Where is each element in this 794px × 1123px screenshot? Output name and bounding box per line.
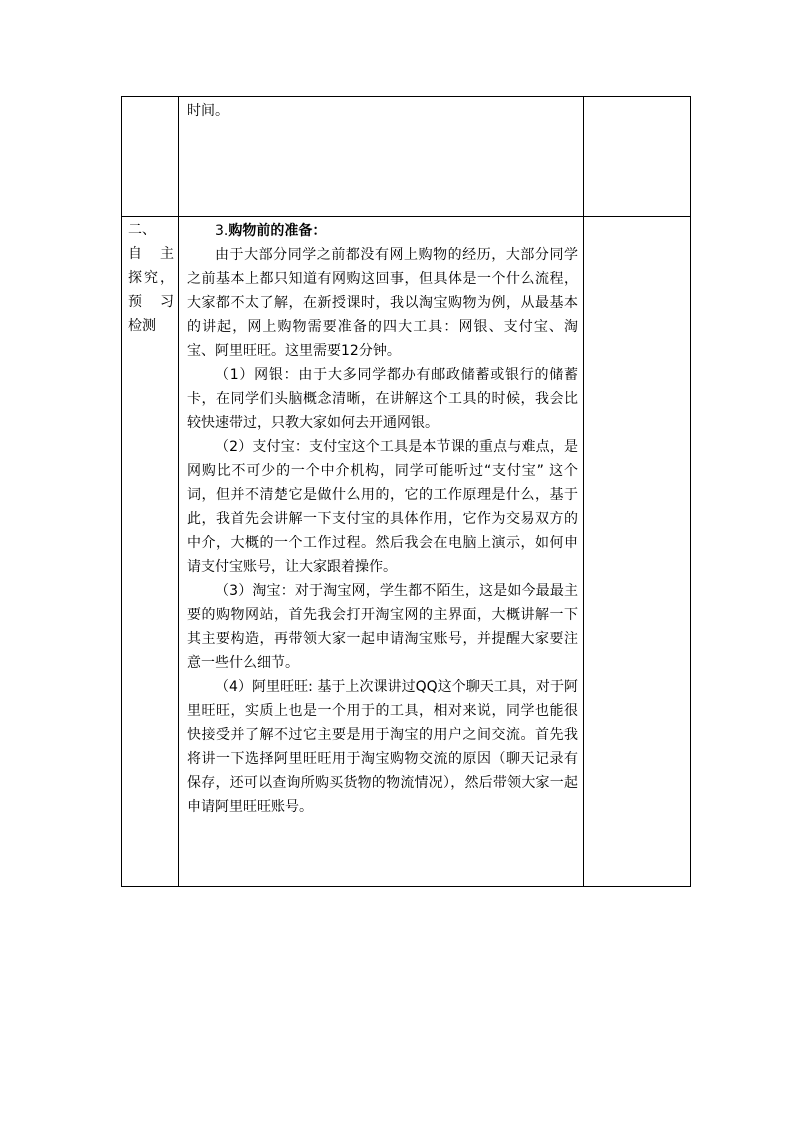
section-label-cell [122, 217, 179, 887]
row2-right-cell [584, 217, 691, 887]
paragraph-intro: 由于大部分同学之前都没有网上购物的经历，大部分同学之前基本上都只知道有网购这回事，但具体是一个什么流程，大家都不太了解，在新授课时，我以淘宝购物为例，从最基本的讲起，网上购物需要准备的四大工具：网银、支付宝、淘宝、阿里旺旺。这里需要12分钟。 [187, 247, 578, 359]
lesson-plan-table [121, 96, 691, 887]
section-label-line: 自 主 [128, 246, 174, 262]
content-cell [179, 217, 584, 887]
paragraph-taobao: （3）淘宝：对于淘宝网，学生都不陌生，这是如今最最主要的购物网站，首先我会打开淘宝网的主界面，大概讲解一下其主要构造，再带领大家一起申请淘宝账号，并提醒大家要注意一些什么细节。 [187, 583, 578, 671]
table-row [122, 97, 691, 217]
row1-left-cell [122, 97, 179, 217]
heading-number: 3. [215, 223, 229, 239]
section-label-line: 二、 [128, 222, 156, 238]
row1-content-cell [179, 97, 584, 217]
section-label-line: 探究， [128, 270, 174, 286]
paragraph-online-banking: （1）网银：由于大多同学都办有邮政储蓄或银行的储蓄卡，在同学们头脑概念清晰，在讲解这个工具的时候，我会比较快速带过，只教大家如何去开通网银。 [187, 367, 578, 431]
paragraph-alipay: （2）支付宝：支付宝这个工具是本节课的重点与难点，是网购比不可少的一个中介机构，同学可能听过“支付宝” 这个词，但并不清楚它是做什么用的，它的工作原理是什么，基于此，我首先会讲解一下支付宝的具体作用，它作为交易双方的中介，大概的一个工作过程。然后我会在电脑上演示，如何申请支付宝账号，让大家跟着操作。 [187, 439, 578, 575]
section-label-line: 检测 [128, 318, 156, 334]
row1-right-cell [584, 97, 691, 217]
table-row [122, 217, 691, 887]
section-heading [187, 219, 578, 243]
row1-text: 时间。 [187, 103, 229, 119]
heading-text: 购物前的准备： [228, 223, 327, 239]
section-label-line: 预 习 [128, 294, 174, 310]
paragraph-aliwangwang: （4）阿里旺旺: 基于上次课讲过QQ这个聊天工具，对于阿里旺旺，实质上也是一个用于的工具，相对来说，同学也能很快接受并了解不过它主要是用于淘宝的用户之间交流。首先我将讲一下选择阿里旺旺用于淘宝购物交流的原因（聊天记录有保存，还可以查询所购买货物的物流情况），然后带领大家一起申请阿里旺旺账号。 [187, 679, 578, 815]
